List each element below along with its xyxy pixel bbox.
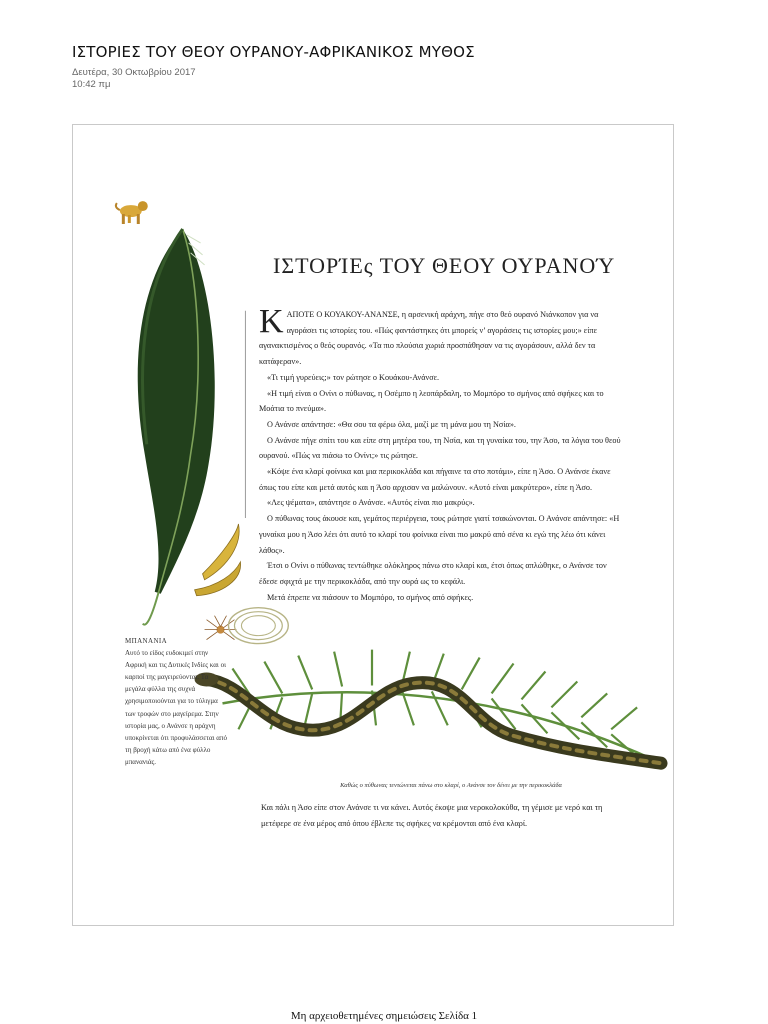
- story-body: [259, 303, 624, 605]
- story-paragraph: «Κόψε ένα κλαρί φοίνικα και μια περικοκλάδα και πήγαινε τα στο ποτάμι», είπε η Άσο. Ο Ανάνσε έκανε όπως του είπε και μετά αυτός και η Άσο αρχισαν να μαλώνουν. «Αυτό είναι μακρύτερο», είπε η Άσο.: [259, 467, 611, 492]
- python-illustration: [195, 673, 661, 764]
- story-paragraph: Έτσι ο Ονίνι ο πύθωνας τεντώθηκε ολόκληρος πάνω στο κλαρί και, έτσι όπως απλώθηκε, ο Ανάνσε τον έδεσε σφιχτά με την περικοκλάδα, από την ουρά ως το κεφάλι.: [259, 561, 607, 586]
- story-lead: ΑΠΟΤΕ Ο ΚΟΥΑΚΟΥ-ΑΝΑΝΣΕ: [286, 310, 398, 319]
- story-paragraph: [259, 303, 624, 370]
- document-time: 10:42 πμ: [72, 79, 111, 90]
- scanned-page: [72, 124, 674, 926]
- story-paragraph: Ο Ανάνσε απάντησε: «Θα σου τα φέρω όλα, μαζί με τη μάνα μου τη Νσία».: [267, 419, 516, 429]
- story-paragraph: «Λες ψέματα», απάντησε ο Ανάνσε. «Αυτός είναι πιο μακρύς».: [267, 498, 475, 508]
- palm-frond-illustration: [223, 650, 662, 764]
- banana-sidebar-note: [125, 635, 229, 768]
- story-text: , η αρσενική αράχνη, πήγε στο θεό ουρανό Νιάνκοπον για να αγοράσει τις ιστορίες του. «Πώς φαντάστηκες ότι μπορείς ν’ αγοράσεις τις ιστορίες μου;» είπε αγανακτισμένος ο θεός ουρανός. «Τα πιο πλούσια χωριά προσπάθησαν να τις αγοράσουν, αλλά δεν τα κατάφεραν».: [259, 310, 599, 367]
- story-continuation: Και πάλι η Άσο είπε στον Ανάνσε τι να κάνει. Αυτός έκοψε μια νεροκολοκύθα, τη γέμισε με νερό και τη μετέφερε σε ένα μέρος από όπου έβλεπε τις σφήκες να κρέμονται από ένα κλαρί.: [261, 803, 603, 828]
- story-paragraph: «Τι τιμή γυρεύεις;» τον ρώτησε ο Κουάκου-Ανάνσε.: [267, 372, 440, 382]
- illustration-caption: Καθώς ο πύθωνας τεντώνεται πάνω στο κλαρί, ο Ανάνσε τον δένει με την περικοκλάδα: [340, 782, 562, 789]
- story-paragraph: Ο Ανάνσε πήγε σπίτι του και είπε στη μητέρα του, τη Νσία, και τη γυναίκα του, την Άσο, τα λόγια του θεού ουρανού. «Πώς να πιάσω το Ονίνι;» τις ρώτησε.: [259, 435, 621, 461]
- vine-coil-illustration: [228, 608, 288, 644]
- story-heading: ΙΣΤΟΡΊΕς ΤΟΥ ΘΕΟΥ ΟΥΡΑΝΟΎ: [273, 253, 616, 278]
- bananas-illustration: [195, 524, 241, 596]
- sidebar-text: Αυτό το είδος ευδοκιμεί στην Αφρική και τις Δυτικές Ινδίες και οι καρποί της μαγειρεύονται. Τα μεγάλα φύλλα της συχνά χρησιμοποιούνται για το τύλιγμα των τροφών στο μαγείρεμα. Στην ιστορία μας, ο Ανάνσε η αράχνη υποκρίνεται ότι προφυλάσσεται από τη βροχή κάτω από ένα φύλλο μπανανιάς.: [125, 649, 227, 766]
- story-paragraph: Μετά έπρεπε να πιάσουν το Μομπόρο, το σμήνος από σφήκες.: [267, 592, 474, 602]
- document-title: ΙΣΤΟΡΙΕΣ ΤΟΥ ΘΕΟΥ ΟΥΡΑΝΟΥ-ΑΦΡΙΚΑΝΙΚΟΣ ΜΥΘΟΣ: [72, 43, 475, 61]
- page-footer: Μη αρχειοθετημένες σημειώσεις Σελίδα 1: [290, 1010, 478, 1022]
- figurine-illustration: [116, 201, 148, 224]
- drop-cap: Κ: [259, 303, 284, 340]
- story-paragraph: «Η τιμή είναι ο Ονίνι ο πύθωνας, η Οσέμπο η λεοπάρδαλη, το Μομπόρο το σμήνος από σφήκες και το Μοάτια το πνεύμα».: [259, 388, 604, 414]
- story-paragraph: Ο πύθωνας τους άκουσε και, γεμάτος περιέργεια, τους ρώτησε γιατί τσακώνονται. Ο Ανάνσε απάντησε: «Η γυναίκα μου η Άσο λέει ότι αυτό το κλαρί του φοίνικα είναι πιο μακρύ από σένα κι εγώ της λέω ότι κάνει λάθος».: [259, 514, 620, 555]
- sidebar-heading: ΜΠΑΝΑΝΙΑ: [125, 637, 168, 645]
- document-date: Δευτέρα, 30 Οκτωβρίου 2017: [72, 67, 196, 78]
- banana-leaf-illustration: [138, 229, 215, 625]
